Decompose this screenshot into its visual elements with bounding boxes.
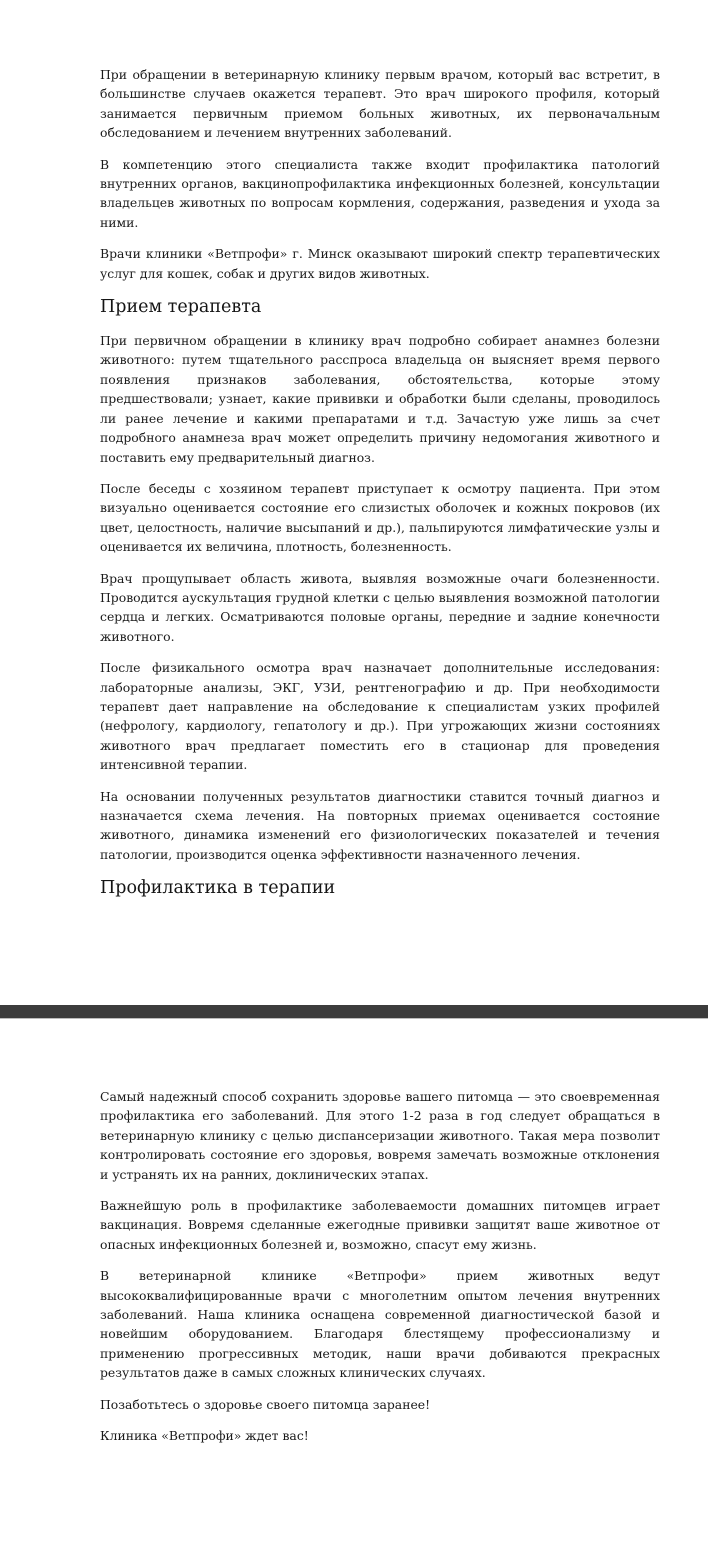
page-separator	[0, 1005, 708, 1019]
heading-therapist-reception: Прием терапевта	[100, 297, 262, 318]
prevention-paragraph-3: В ветеринарной клинике «Ветпрофи» прием животных ведут высококвалифицированные врачи с многолетним опытом лечения внутренних заболеваний. Наша клиника оснащена современной диагностической базой и новейшим оборудованием. Благодаря блестящему профессионализму и применению прогрессивных методик, наши врачи добиваются прекрасных результатов даже в самых сложных клинических случаях.	[100, 1268, 660, 1381]
intro-paragraph-3: Врачи клиники «Ветпрофи» г. Минск оказывают широкий спектр терапевтических услуг для кошек, собак и других видов животных.	[100, 246, 660, 281]
reception-paragraph-4: После физикального осмотра врач назначает дополнительные исследования: лабораторные анализы, ЭКГ, УЗИ, рентгенографию и др. При необходимости терапевт дает направление на обследование к специалистам узких профилей (нефрологу, кардиологу, гепатологу и др.). При угрожающих жизни состояниях животного врач предлагает поместить его в стационар для проведения интенсивной терапии.	[100, 660, 660, 773]
prevention-paragraph-2: Важнейшую роль в профилактике заболеваемости домашних питомцев играет вакцинация. Вовремя сделанные ежегодные прививки защитят ваше животное от опасных инфекционных болезней и, возможно, спасут ему жизнь.	[100, 1198, 660, 1252]
reception-paragraph-2: После беседы с хозяином терапевт приступает к осмотру пациента. При этом визуально оценивается состояние его слизистых оболочек и кожных покровов (их цвет, целостность, наличие высыпаний и др.), пальпируются лимфатические узлы и оценивается их величина, плотность, болезненность.	[100, 480, 660, 555]
closing-line-care: Позаботьтесь о здоровье своего питомца заранее!	[100, 1396, 431, 1412]
prevention-paragraph-1: Самый надежный способ сохранить здоровье вашего питомца — это своевременная профилактика его заболеваний. Для этого 1-2 раза в год следует обращаться в ветеринарную клинику с целью диспансеризации животного. Такая мера позволит контролировать состояние его здоровья, вовремя замечать возможные отклонения и устранять их на ранних, доклинических этапах.	[100, 1089, 660, 1182]
reception-paragraph-5: На основании полученных результатов диагностики ставится точный диагноз и назначается схема лечения. На повторных приемах оценивается состояние животного, динамика изменений его физиологических показателей и течения патологии, производится оценка эффективности назначенного лечения.	[100, 788, 660, 862]
reception-paragraph-3: Врач прощупывает область живота, выявляя возможные очаги болезненности. Проводится аускультация грудной клетки с целью выявления возможной патологии сердца и легких. Осматриваются половые органы, передние и задние конечности животного.	[100, 570, 660, 644]
intro-paragraph-2: В компетенцию этого специалиста также входит профилактика патологий внутренних органов, вакцинопрофилактика инфекционных болезней, консультации владельцев животных по вопросам кормления, содержания, разведения и ухода за ними.	[100, 156, 660, 230]
page-1-content	[100, 65, 660, 912]
closing-line-invitation: Клиника «Ветпрофи» ждет вас!	[100, 1428, 309, 1444]
intro-paragraph-1: При обращении в ветеринарную клинику первым врачом, который вас встретит, в большинстве случаев окажется терапевт. Это врач широкого профиля, который занимается первичным приемом больных животных, их первоначальным обследованием и лечением внутренних заболеваний.	[100, 67, 660, 141]
heading-prevention-in-therapy: Профилактика в терапии	[100, 878, 336, 899]
document-page-2	[0, 1019, 708, 1562]
reception-paragraph-1: При первичном обращении в клинику врач подробно собирает анамнез болезни животного: путем тщательного расспроса владельца он выясняет время первого появления признаков заболевания, обстоятельства, которые этому предшествовали; узнает, какие прививки и обработки были сделаны, проводилось ли ранее лечение и какими препаратами и т.д. Зачастую уже лишь за счет подробного анамнеза врач может определить причину недомогания животного и поставить ему предварительный диагноз.	[100, 333, 660, 465]
page-2-content	[100, 1087, 660, 1458]
